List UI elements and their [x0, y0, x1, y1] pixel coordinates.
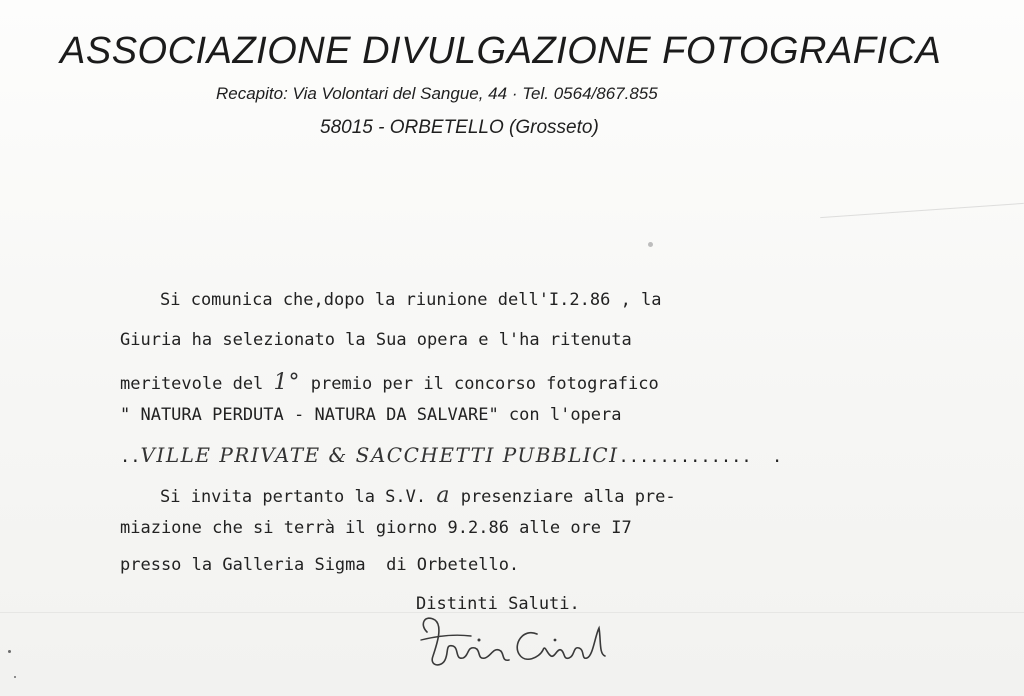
body-line-8: presso la Galleria Sigma di Orbetello.	[120, 555, 520, 575]
dotted-trail: ............. .	[618, 447, 783, 467]
body-line-2: Giuria ha selezionato la Sua opera e l'ha ritenuta	[120, 330, 632, 350]
paper-speck	[14, 676, 16, 678]
handwritten-prize-rank: 1°	[273, 370, 301, 395]
handwritten-work-title: VILLE PRIVATE & SACCHETTI PUBBLICI	[140, 443, 619, 467]
body-line-7: miazione che si terrà il giorno 9.2.86 alle ore I7	[120, 518, 632, 538]
paper-speck	[648, 242, 653, 247]
body-line-6-before: Si invita pertanto la S.V.	[160, 487, 437, 507]
paper-speck	[8, 650, 11, 653]
body-line-3-after: premio per il concorso fotografico	[300, 374, 659, 394]
closing-greeting: Distinti Saluti.	[416, 594, 580, 614]
letterhead-title: ASSOCIAZIONE DIVULGAZIONE FOTOGRAFICA	[60, 30, 942, 72]
letterhead-address: Recapito: Via Volontari del Sangue, 44 · Tel. 0564/867.855	[216, 84, 658, 103]
body-line-5	[120, 443, 782, 467]
body-line-6	[160, 483, 676, 508]
letterhead-city: 58015 - ORBETELLO (Grosseto)	[320, 117, 599, 138]
paper-crease	[820, 203, 1024, 218]
body-line-1: Si comunica che,dopo la riunione dell'I.2.86 , la	[160, 290, 662, 310]
signature	[415, 610, 615, 676]
body-line-6-after: presenziare alla pre-	[450, 487, 676, 507]
body-line-3	[120, 370, 659, 395]
dotted-lead: ..	[120, 447, 141, 467]
handwritten-correction: a	[436, 483, 451, 508]
body-line-3-before: meritevole del	[120, 374, 274, 394]
body-line-4: " NATURA PERDUTA - NATURA DA SALVARE" con l'opera	[120, 405, 622, 425]
